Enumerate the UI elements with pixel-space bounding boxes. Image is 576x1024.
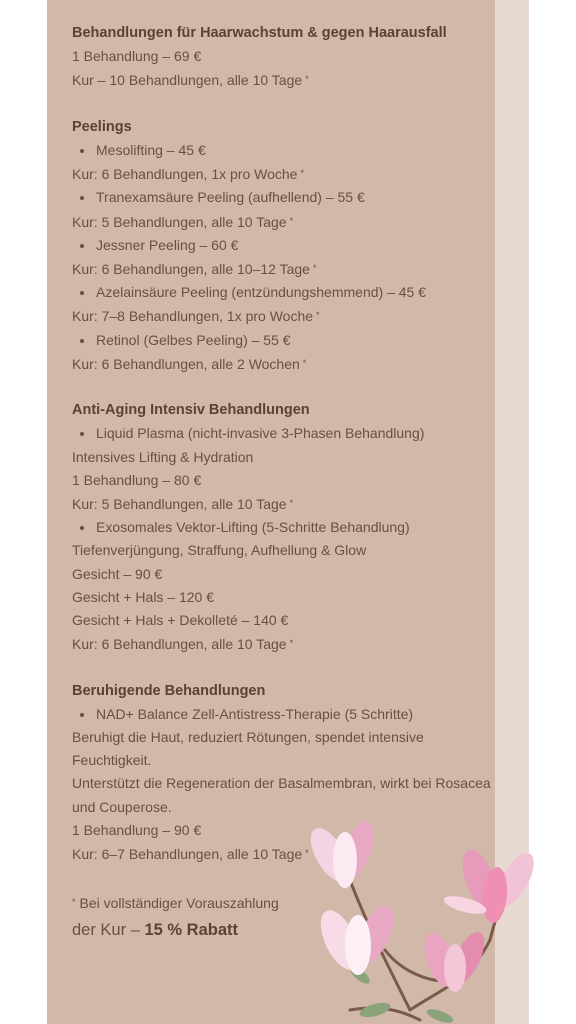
price-list <box>72 22 497 944</box>
kur-line: Kur: 6 Behandlungen, alle 10 Tage * <box>72 636 294 653</box>
discount-value: 15 % Rabatt <box>144 920 238 939</box>
price-line: Gesicht + Hals – 120 € <box>72 588 215 605</box>
asterisk-marker: * <box>305 74 309 85</box>
discount-line: der Kur – 15 % Rabatt <box>72 920 238 939</box>
section-title-antiaging: Anti-Aging Intensiv Behandlungen <box>72 402 310 419</box>
footnote: * Bei vollständiger Vorauszahlung <box>72 895 279 912</box>
treatment-description: Tiefenverjüngung, Straffung, Aufhellung & Glow <box>72 542 367 559</box>
kur-line: Kur: 6 Behandlungen, alle 10–12 Tage * <box>72 261 317 278</box>
treatment-description: Unterstützt die Regeneration der Basalmembran, wirkt bei Rosacea und Couperose. <box>72 775 491 815</box>
treatment-item: NAD+ Balance Zell-Antistress-Therapie (5 Schritte) <box>72 703 497 726</box>
price-line: 1 Behandlung – 90 € <box>72 821 202 838</box>
treatment-description: Beruhigt die Haut, reduziert Rötungen, spendet intensive Feuchtigkeit. <box>72 729 424 769</box>
section-title-hair: Behandlungen für Haarwachstum & gegen Haarausfall <box>72 25 447 41</box>
section-title-peelings: Peelings <box>72 118 132 135</box>
treatment-description: Intensives Lifting & Hydration <box>72 448 254 465</box>
kur-line: Kur: 5 Behandlungen, alle 10 Tage * <box>72 213 294 230</box>
kur-line: Kur – 10 Behandlungen, alle 10 Tage * <box>72 72 309 89</box>
kur-line: Kur: 6 Behandlungen, alle 2 Wochen * <box>72 355 307 372</box>
magnolia-flowers-icon <box>290 810 540 1024</box>
kur-line: Kur: 5 Behandlungen, alle 10 Tage * <box>72 496 294 513</box>
asterisk-marker: * <box>289 638 294 649</box>
price-line: Gesicht + Hals + Dekolleté – 140 € <box>72 612 289 629</box>
price-line: 1 Behandlung – 80 € <box>72 471 202 488</box>
treatment-item: Exosomales Vektor-Lifting (5-Schritte Behandlung) <box>72 516 497 539</box>
kur-line: Kur: 7–8 Behandlungen, 1x pro Woche * <box>72 308 320 325</box>
treatment-item: Tranexamsäure Peeling (aufhellend) – 55 € <box>72 186 497 209</box>
asterisk-marker: * <box>305 848 309 859</box>
treatment-item: Liquid Plasma (nicht-invasive 3-Phasen Behandlung) <box>72 422 497 445</box>
treatment-item: Azelainsäure Peeling (entzündungshemmend) – 45 € <box>72 281 497 304</box>
treatment-item: Mesolifting – 45 € <box>72 139 497 162</box>
treatment-item: Jessner Peeling – 60 € <box>72 234 497 257</box>
asterisk-marker: * <box>289 498 294 509</box>
asterisk-marker: * <box>312 263 317 274</box>
asterisk-marker: * <box>316 310 320 321</box>
asterisk-marker: * <box>289 215 294 226</box>
kur-line: Kur: 6 Behandlungen, 1x pro Woche * <box>72 166 304 183</box>
price-line: 1 Behandlung – 69 € <box>72 48 202 65</box>
asterisk-marker: * <box>302 357 307 368</box>
kur-line: Kur: 6–7 Behandlungen, alle 10 Tage * <box>72 846 309 863</box>
asterisk-marker: * <box>300 168 304 179</box>
asterisk-marker: * <box>72 897 76 908</box>
price-line: Gesicht – 90 € <box>72 565 163 582</box>
section-title-calming: Beruhigende Behandlungen <box>72 682 266 699</box>
treatment-item: Retinol (Gelbes Peeling) – 55 € <box>72 329 497 352</box>
